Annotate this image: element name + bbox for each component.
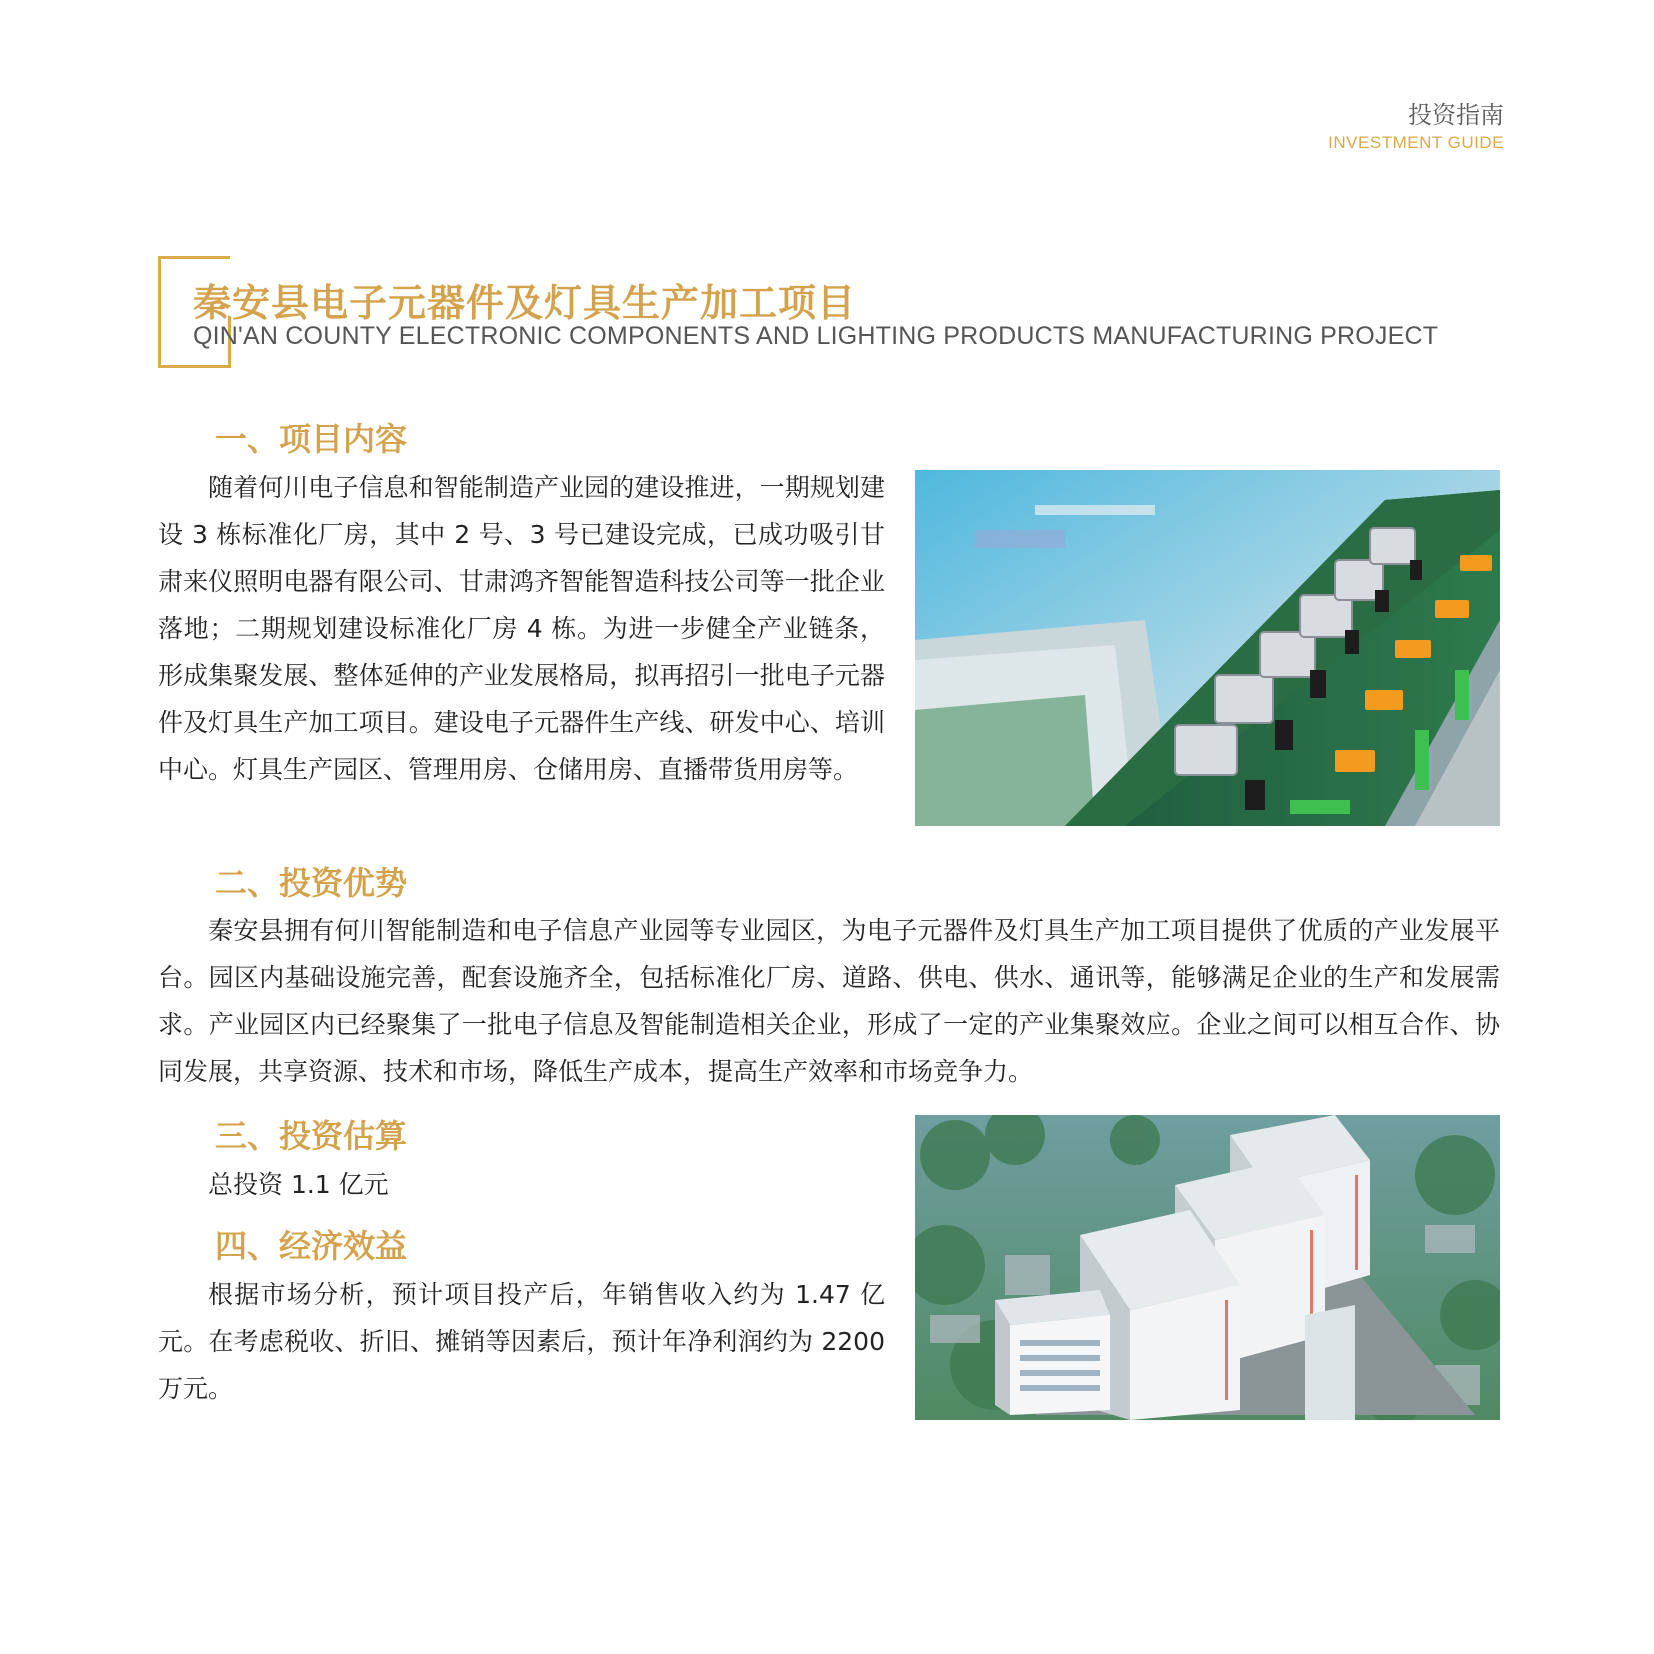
header-subtitle: INVESTMENT GUIDE (1328, 133, 1504, 152)
section-heading-estimate: 三、投资估算 (215, 1117, 408, 1155)
circuit-board-photo (915, 470, 1500, 826)
section-paragraph: 根据市场分析，预计项目投产后，年销售收入约为 1.47 亿元。在考虑税收、折旧、摊销等因素后，预计年净利润约为 2200 万元。 (158, 1280, 885, 1403)
page-header (1328, 98, 1504, 154)
section-paragraph: 秦安县拥有何川智能制造和电子信息产业园等专业园区，为电子元器件及灯具生产加工项目提供了优质的产业发展平台。园区内基础设施完善，配套设施齐全，包括标准化厂房、道路、供电、供水、通讯等，能够满足企业的生产和发展需求。产业园区内已经聚集了一批电子信息及智能制造相关企业，形成了一定的产业集聚效应。企业之间可以相互合作、协同发展，共享资源、技术和市场，降低生产成本，提高生产效率和市场竞争力。 (158, 916, 1500, 1086)
header-title: 投资指南 (1408, 101, 1504, 129)
section-heading-benefits: 四、经济效益 (215, 1227, 408, 1265)
section-body-advantages (158, 907, 1500, 1095)
section-heading-advantages: 二、投资优势 (215, 864, 408, 902)
section-paragraph: 随着何川电子信息和智能制造产业园的建设推进，一期规划建设 3 栋标准化厂房，其中 2 号、3 号已建设完成，已成功吸引甘肃来仪照明电器有限公司、甘肃鸿齐智能智造科技公司等一批企业落地；二期规划建设标准化厂房 4 栋。为进一步健全产业链条，形成集聚发展、整体延伸的产业发展格局，拟再招引一批电子元器件及灯具生产加工项目。建设电子元器件生产线、研发中心、培训中心。灯具生产园区、管理用房、仓储用房、直播带货用房等。 (158, 473, 885, 784)
industrial-park-rendering (915, 1115, 1500, 1420)
section-paragraph: 总投资 1.1 亿元 (208, 1170, 389, 1199)
section-body-estimate (158, 1161, 885, 1208)
page-title: 秦安县电子元器件及灯具生产加工项目 (193, 281, 857, 325)
section-heading-content: 一、项目内容 (215, 420, 408, 458)
section-body-benefits (158, 1271, 885, 1412)
page-title-en: QIN'AN COUNTY ELECTRONIC COMPONENTS AND LIGHTING PRODUCTS MANUFACTURING PROJECT (193, 322, 1439, 350)
section-body-content (158, 464, 885, 793)
